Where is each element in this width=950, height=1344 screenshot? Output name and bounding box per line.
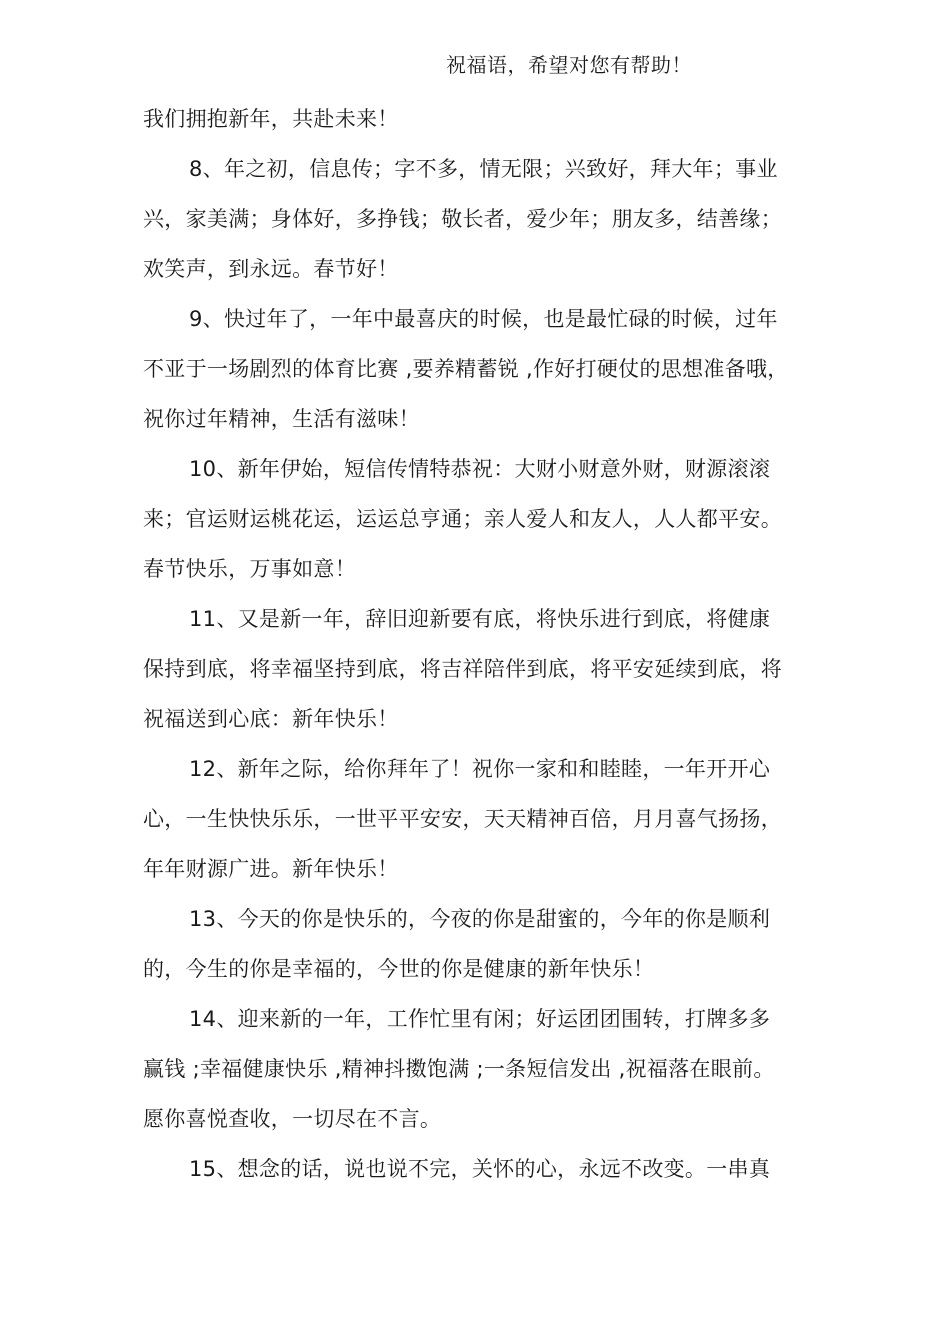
paragraph-14-line: 赢钱 ;幸福健康快乐 ,精神抖擞饱满 ;一条短信发出 ,祝福落在眼前。	[143, 1057, 775, 1081]
text-line: 我们拥抱新年，共赴未来！	[143, 107, 399, 131]
paragraph-8-line: 8、年之初，信息传；字不多，情无限；兴致好，拜大年；事业	[189, 157, 778, 181]
paragraph-11-line: 11、又是新一年，辞旧迎新要有底，将快乐进行到底，将健康	[189, 607, 771, 631]
paragraph-8-line: 兴，家美满；身体好，多挣钱；敬长者，爱少年；朋友多，结善缘；	[143, 207, 782, 231]
paragraph-10-line: 来；官运财运桃花运，运运总亨通；亲人爱人和友人，人人都平安。	[143, 507, 782, 531]
paragraph-12-line: 12、新年之际，给你拜年了！祝你一家和和睦睦，一年开开心	[189, 757, 771, 781]
paragraph-10-line: 春节快乐，万事如意！	[143, 557, 356, 581]
paragraph-8-line: 欢笑声，到永远。春节好！	[143, 257, 399, 281]
paragraph-10-line: 10、新年伊始，短信传情特恭祝：大财小财意外财，财源滚滚	[189, 457, 771, 481]
paragraph-9-line: 不亚于一场剧烈的体育比赛 ,要养精蓄锐 ,作好打硬仗的思想准备哦，	[143, 357, 789, 381]
paragraph-12-line: 心，一生快快乐乐，一世平平安安，天天精神百倍，月月喜气扬扬，	[143, 807, 782, 831]
paragraph-9-line: 祝你过年精神，生活有滋味！	[143, 407, 420, 431]
paragraph-12-line: 年年财源广进。新年快乐！	[143, 857, 399, 881]
paragraph-9-line: 9、快过年了，一年中最喜庆的时候，也是最忙碌的时候，过年	[189, 307, 778, 331]
paragraph-14-line: 14、迎来新的一年，工作忙里有闲；好运团团围转，打牌多多	[189, 1007, 771, 1031]
page-header: 祝福语，希望对您有帮助！	[446, 53, 692, 77]
paragraph-15-line: 15、想念的话，说也说不完，关怀的心，永远不改变。一串真	[189, 1157, 771, 1181]
paragraph-13-line: 的，今生的你是幸福的，今世的你是健康的新年快乐！	[143, 957, 655, 981]
document-body	[143, 94, 823, 1194]
paragraph-13-line: 13、今天的你是快乐的，今夜的你是甜蜜的，今年的你是顺利	[189, 907, 771, 931]
paragraph-11-line: 祝福送到心底：新年快乐！	[143, 707, 399, 731]
paragraph-14-line: 愿你喜悦查收，一切尽在不言。	[143, 1107, 442, 1131]
paragraph-11-line: 保持到底，将幸福坚持到底，将吉祥陪伴到底，将平安延续到底，将	[143, 657, 782, 681]
